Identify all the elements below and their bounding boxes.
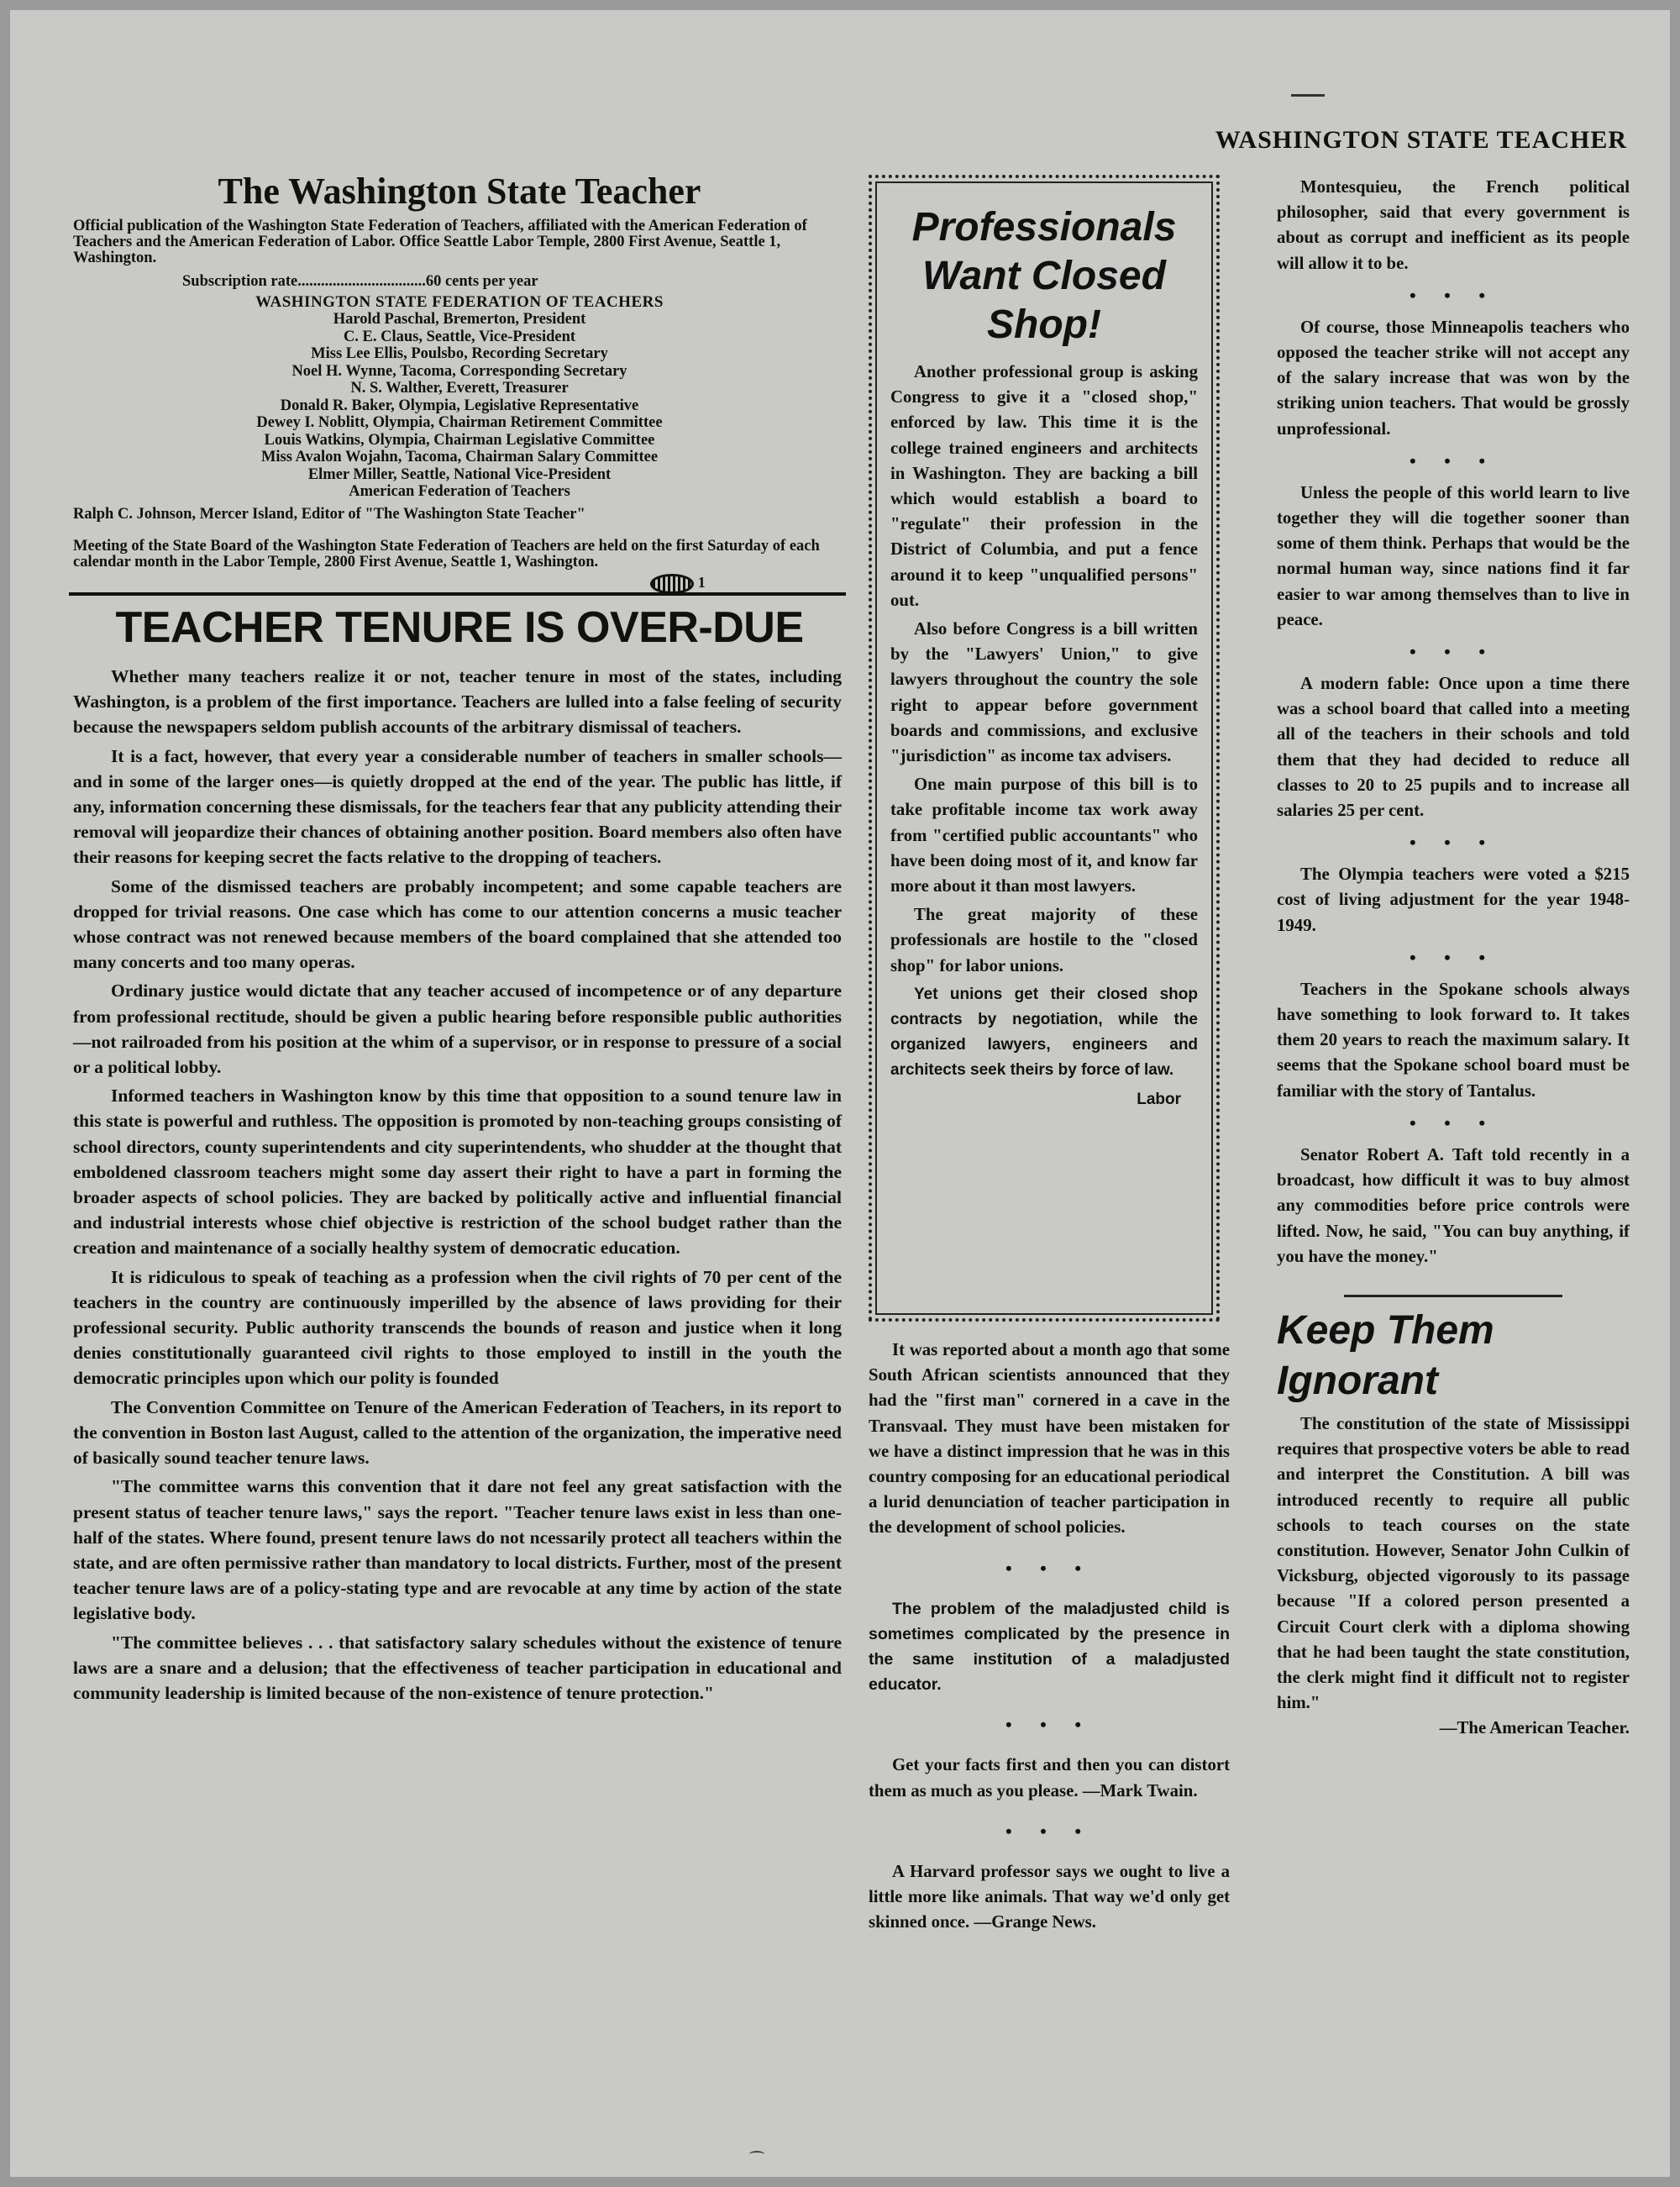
union-label-number: 1 — [697, 573, 706, 591]
filler-item — [869, 1859, 1230, 1936]
article-paragraph: One main purpose of this bill is to take profitable income tax work away from "certified public accountants" who have been doing most of it, and know far more about it than most lawyers. — [890, 775, 1198, 896]
title-line: Keep Them — [1277, 1307, 1494, 1353]
article-paragraph: "The committee believes . . . that satisfactory salary schedules without the existence of tenure laws are a snare and a delusion; that the effectiveness of teacher participation in educational and community leadership is limited because of the non-existence of tenure protection." — [73, 1632, 842, 1703]
keep-ignorant-attribution: —The American Teacher. — [1439, 1718, 1630, 1738]
separator-dots: • • • — [1005, 1714, 1094, 1736]
article-paragraph: It is a fact, however, that every year a considerable number of teachers in smaller schools—and in some of the larger ones—is quietly dropped at the end of the year. The public has little, if any, information concerning these dismissals, for the teachers fear that any publicity attending their removal will jeopardize their chances of obtaining another position. Board members also often have their reasons for keeping secret the facts relative to the dropping of teachers. — [73, 745, 842, 868]
title-line: Want Closed — [922, 254, 1166, 298]
masthead-rule — [69, 592, 846, 596]
quote-text: Get your facts first and then you can distort them as much as you please. — [869, 1755, 1230, 1801]
officer-line: Miss Lee Ellis, Poulsbo, Recording Secretary — [311, 345, 608, 362]
article-paragraph: Yet unions get their closed shop contracts by negotiation, while the organized lawyers, engineers and architects seek theirs by force of law. — [890, 985, 1198, 1080]
article-paragraph: The great majority of these professionals are hostile to the "closed shop" for labor unions. — [890, 905, 1198, 975]
quote-attribution: —Grange News. — [974, 1912, 1096, 1932]
running-head: WASHINGTON STATE TEACHER — [1215, 126, 1627, 154]
newspaper-page — [10, 10, 1670, 2177]
officer-line: Harold Paschal, Bremerton, President — [333, 311, 586, 328]
article-paragraph: Another professional group is asking Congress to give it a "closed shop," enforced by law. This time it is the college trained engineers and architects in Washington. They are backing a bill which would establish a board to "regulate" their profession in the District of Columbia, and put a fence around it to keep "unqualified persons" out. — [890, 362, 1198, 610]
separator-dots: • • • — [1005, 1820, 1094, 1842]
publication-note: Official publication of the Washington State Federation of Teachers, affiliated with the American Federation of Teachers and the American Federation of Labor. Office Seattle Labor Temple, 2800 First Avenue, Seattle 1, Washington. — [73, 218, 807, 266]
union-label — [650, 574, 706, 594]
filler-item: The Olympia teachers were voted a $215 cost of living adjustment for the year 1948-1949. — [1277, 865, 1630, 935]
filler-item: Montesquieu, the French political philosopher, said that every government is about as corrupt and inefficient as its people will allow it to be. — [1277, 177, 1630, 273]
keep-ignorant-title — [1277, 1306, 1630, 1406]
article-paragraph: It is ridiculous to speak of teaching as a profession when the civil rights of 70 per cent of the teachers in the country are continuously imperilled by the absence of laws providing for their professional security. Public authority transcends the bounds of reason and justice when it long denies constitutionally guaranteed civil rights to those employed to instill in the youth the democratic principles upon which our polity is founded — [73, 1266, 842, 1389]
separator-dots: • • • — [1409, 946, 1498, 968]
meeting-note: Meeting of the State Board of the Washington State Federation of Teachers are held on the first Saturday of each calendar month in the Labor Temple, 2800 First Avenue, Seattle 1, Washington. — [73, 537, 820, 570]
federation-name: WASHINGTON STATE FEDERATION OF TEACHERS — [255, 292, 664, 311]
quote-attribution: —Mark Twain. — [1082, 1780, 1198, 1801]
article-paragraph: Informed teachers in Washington know by this time that opposition to a sound tenure law in this state is powerful and ruthless. The opposition is promoted by non-teaching groups consisting of school directors, county superintendents and city superintendents, who shudder at the thought that emboldened classroom teachers might some day assert their right to have a part in forming the broader aspects of school policies. They are backed by politically active and influential financial and industrial interests whose chief objective is restriction of the school budget rather than the creation and maintenance of a socially healthy system of democratic education. — [73, 1086, 842, 1259]
quote-text: A Harvard professor says we ought to live a little more like animals. That way we'd only get skinned once. — [869, 1861, 1230, 1932]
filler-item: A modern fable: Once upon a time there was a school board that called into a meeting all of the teachers in their schools and told them that they had decided to reduce all classes to 20 to 25 pupils and to increase all salaries 25 per cent. — [1277, 674, 1630, 821]
main-article-body — [73, 664, 842, 2109]
officer-line: Donald R. Baker, Olympia, Legislative Representative — [280, 397, 639, 414]
article-paragraph: Also before Congress is a bill written by the "Lawyers' Union," to give lawyers throughout the country the sole right to appear before government boards and commissions, and exclusive "jurisdiction" as income tax advisers. — [890, 619, 1198, 766]
middle-column-items — [869, 1338, 1230, 2144]
title-line: Ignorant — [1277, 1358, 1438, 1403]
masthead — [73, 170, 846, 591]
filler-item — [869, 1753, 1230, 1803]
filler-item: It was reported about a month ago that some South African scientists announced that they had the "first man" cornered in a cave in the Transvaal. They must have been mistaken for we have a distinct impression that he was in this country composing for an educational periodical a lurid denunciation of teacher participation in the development of school policies. — [869, 1340, 1231, 1538]
separator-dots: • • • — [1409, 832, 1498, 854]
boxed-article-body — [890, 360, 1198, 1112]
officer-line: Dewey I. Noblitt, Olympia, Chairman Retirement Committee — [256, 414, 663, 431]
separator-dots: • • • — [1409, 641, 1498, 663]
article-paragraph: Some of the dismissed teachers are probably incompetent; and some capable teachers are dropped for trivial reasons. One case which has come to our attention concerns a music teacher whose contract was not renewed because members of the board complained that she attended too many concerts and too many operas. — [73, 875, 842, 973]
officer-line: Miss Avalon Wojahn, Tacoma, Chairman Salary Committee — [260, 449, 659, 465]
officer-line: American Federation of Teachers — [349, 483, 570, 500]
separator-dots: • • • — [1409, 284, 1498, 306]
filler-item: Unless the people of this world learn to live together they will die together sooner than some of them think. Perhaps that would be the normal human way, since nations find it far easier to war among themselves than to live in peace. — [1277, 482, 1630, 629]
boxed-article-title — [890, 203, 1198, 350]
separator-dots: • • • — [1005, 1557, 1094, 1579]
boxed-article — [869, 175, 1220, 1322]
filler-item: The problem of the maladjusted child is sometimes complicated by the presence in the same institution of a maladjusted educator. — [869, 1599, 1230, 1695]
article-paragraph: Whether many teachers realize it or not, teacher tenure in most of the states, including Washington, is a problem of the first importance. Teachers are lulled into a false feeling of security because the newspapers seldom publish accounts of the arbitrary dismissal of teachers. — [73, 666, 842, 738]
filler-item: Teachers in the Spokane schools always have something to look forward to. It takes them 20 years to reach the maximum salary. It seems that the Spokane school board must be familiar with the story of Tantalus. — [1277, 979, 1630, 1101]
filler-item: Senator Robert A. Taft told recently in a broadcast, how difficult it was to buy almost any commodities before price controls were lifted. Now, he said, "You can buy anything, if you have the money." — [1277, 1144, 1630, 1266]
officer-line: N. S. Walther, Everett, Treasurer — [350, 380, 569, 397]
print-smudge — [749, 2151, 764, 2158]
article-paragraph: The Convention Committee on Tenure of the American Federation of Teachers, in its report to the convention in Boston last August, called to the attention of the organization, the imperative need of basically sound teacher tenure laws. — [73, 1396, 842, 1469]
officer-line: Elmer Miller, Seattle, National Vice-President — [307, 465, 612, 483]
separator-dots: • • • — [1409, 1112, 1498, 1133]
main-headline: TEACHER TENURE IS OVER-DUE — [115, 603, 804, 652]
boxed-article-credit: Labor — [1137, 1090, 1181, 1108]
title-line: Shop! — [987, 302, 1101, 347]
officer-line: Louis Watkins, Olympia, Chairman Legislative Committee — [264, 431, 655, 449]
separator-dots: • • • — [1409, 449, 1498, 471]
right-column — [1277, 175, 1630, 2141]
top-rule — [1291, 94, 1325, 97]
union-bug-icon — [650, 574, 694, 594]
article-paragraph: "The committee warns this convention that it dare not feel any great satisfaction with the present status of teacher tenure laws," says the report. "Teacher tenure laws exist in less than one-half of the states. Where found, present tenure laws do not ncessarily protect all teachers within the state, and are often permissive rather than mandatory to local districts. Further, most of the present teacher tenure laws are of a policy-stating type and are revocable at any time by action of the state legislative body. — [73, 1476, 842, 1624]
subscription-rate: Subscription rate.................................60 cents per year — [182, 273, 538, 290]
column-rule — [1344, 1295, 1562, 1297]
title-line: Professionals — [911, 205, 1177, 250]
editor-line: Ralph C. Johnson, Mercer Island, Editor of "The Washington State Teacher" — [73, 505, 585, 523]
filler-item: Of course, those Minneapolis teachers who opposed the teacher strike will not accept any of the salary increase that was won by the striking union teachers. That would be grossly unprofessional. — [1277, 317, 1630, 439]
masthead-title: The Washington State Teacher — [218, 171, 701, 212]
officer-line: Noel H. Wynne, Tacoma, Corresponding Secretary — [291, 362, 627, 380]
officer-line: C. E. Claus, Seattle, Vice-President — [343, 328, 576, 345]
article-paragraph: Ordinary justice would dictate that any teacher accused of incompetence or of any departure from professional rectitude, should be given a public hearing before responsible public authorities—not railroaded from his position at the whim of a supervisor, or in response to pressure of a social or a political lobby. — [73, 980, 842, 1078]
keep-ignorant-body: The constitution of the state of Mississippi requires that prospective voters be able to read and interpret the Constitution. A bill was introduced recently to require all public schools to teach courses on the state constitution. However, Senator John Culkin of Vicksburg, objected vigorously to its passage because "If a colored person presented a Circuit Court clerk with a diploma showing that he had been taught the state constitution, the clerk might find it difficult not to register him." — [1277, 1413, 1630, 1713]
